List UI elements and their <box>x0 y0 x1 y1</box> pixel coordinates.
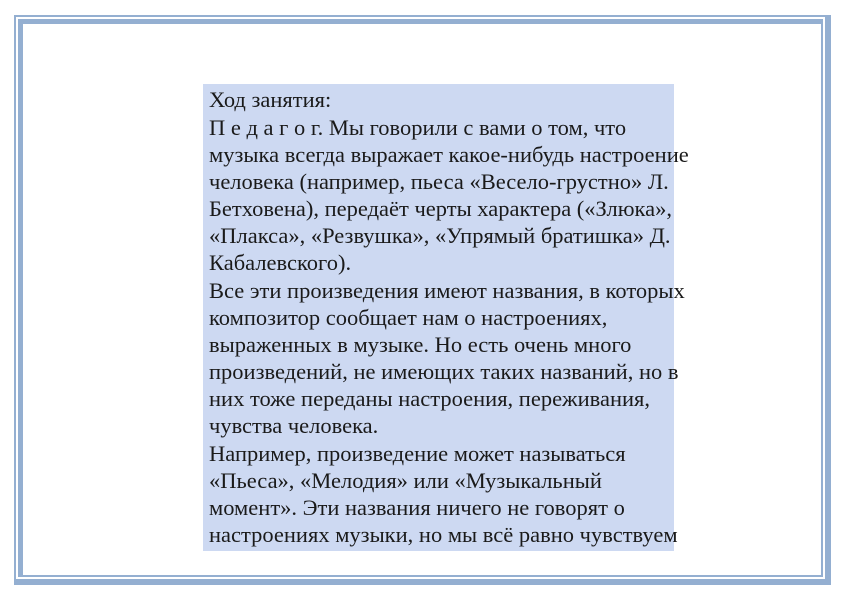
text-line: произведений, не имеющих таких названий, но в <box>209 359 679 384</box>
text-line: настроениях музыки, но мы всё равно чувствуем <box>209 522 678 547</box>
text-line: них тоже переданы настроения, переживания, <box>209 386 651 411</box>
text-line: Кабалевского). <box>209 250 352 275</box>
text-line: Например, произведение может называться <box>209 441 626 466</box>
paragraph-examples <box>209 440 678 548</box>
text-line: чувства человека. <box>209 413 379 438</box>
text-line: выраженных в музыке. Но есть очень много <box>209 332 632 357</box>
text-line: Все эти произведения имеют названия, в которых <box>209 278 685 303</box>
paragraph-heading <box>209 86 669 113</box>
lesson-text-block <box>203 84 689 551</box>
text-line: момент». Эти названия ничего не говорят о <box>209 495 625 520</box>
text-line: «Плакса», «Резвушка», «Упрямый братишка» Д. <box>209 223 671 248</box>
text-line: П е д а г о г. Мы говорили с вами о том, что <box>209 115 627 140</box>
text-line: «Пьеса», «Мелодия» или «Музыкальный <box>209 468 602 493</box>
text-line: Бетховена), передаёт черты характера («Злюка», <box>209 196 673 221</box>
text-line: музыка всегда выражает какое-нибудь настроение <box>209 142 689 167</box>
text-line: человека (например, пьеса «Весело-грустно» Л. <box>209 169 669 194</box>
paragraph-works-with-titles <box>209 277 685 439</box>
paragraph-teacher-intro <box>209 114 689 276</box>
text-line: композитор сообщает нам о настроениях, <box>209 305 608 330</box>
text-line: Ход занятия: <box>209 87 332 112</box>
